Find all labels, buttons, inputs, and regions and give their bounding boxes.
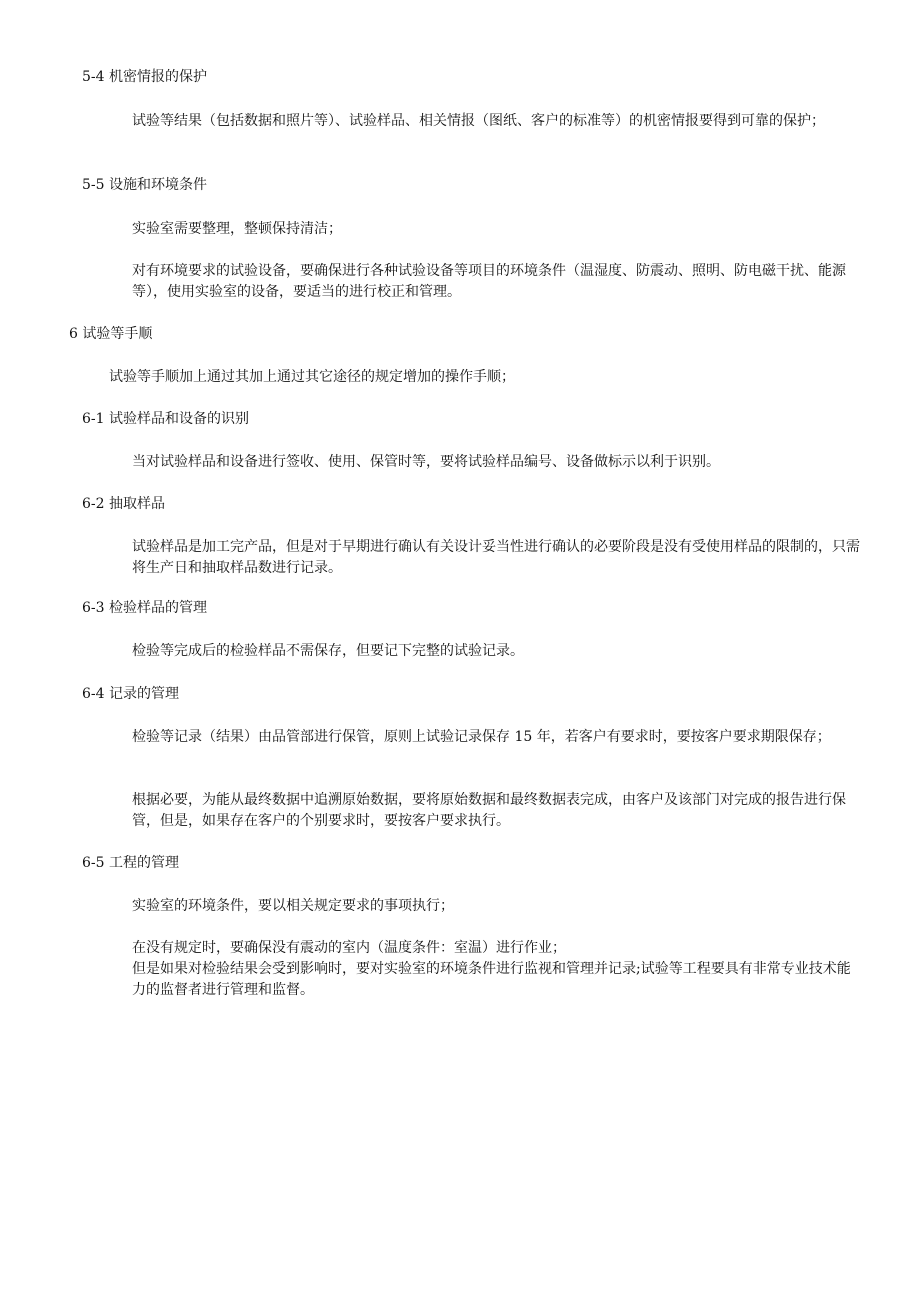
section-5-5-paragraph-2: 对有环境要求的试验设备，要确保进行各种试验设备等项目的环境条件（温湿度、防震动、照明、防电磁干扰、能源等），使用实验室的设备，要适当的进行校正和管理。 — [132, 263, 846, 300]
section-6-3-heading: 6-3 检验样品的管理 — [82, 600, 207, 616]
section-6-5-paragraph-1: 实验室的环境条件，要以相关规定要求的事项执行； — [132, 898, 454, 914]
section-5-4-paragraph: 试验等结果（包括数据和照片等）、试验样品、相关情报（图纸、客户的标准等）的机密情报要得到可靠的保护； — [132, 113, 825, 129]
section-6-paragraph: 试验等手顺加上通过其加上通过其它途径的规定增加的操作手顺； — [109, 369, 515, 385]
section-6-5-paragraph-2-line-2: 但是如果对检验结果会受到影响时，要对实验室的环境条件进行监视和管理并记录;试验等工程要具有非常专业技术能力的监督者进行管理和监督。 — [132, 961, 851, 998]
section-6-2-heading: 6-2 抽取样品 — [82, 496, 165, 512]
section-6-1-paragraph: 当对试验样品和设备进行签收、使用、保管时等，要将试验样品编号、设备做标示以利于识别。 — [132, 454, 720, 470]
section-6-3-paragraph: 检验等完成后的检验样品不需保存，但要记下完整的试验记录。 — [132, 643, 524, 659]
section-6-2-paragraph: 试验样品是加工完产品，但是对于早期进行确认有关设计妥当性进行确认的必要阶段是没有受使用样品的限制的，只需将生产日和抽取样品数进行记录。 — [132, 539, 860, 576]
section-6-4-paragraph-2: 根据必要，为能从最终数据中追溯原始数据，要将原始数据和最终数据表完成，由客户及该部门对完成的报告进行保管，但是，如果存在客户的个别要求时，要按客户要求执行。 — [132, 792, 846, 829]
section-6-4-paragraph-1: 检验等记录（结果）由品管部进行保管，原则上试验记录保存 15 年，若客户有要求时，要按客户要求期限保存； — [132, 729, 831, 745]
section-6-5-paragraph-2-line-1: 在没有规定时，要确保没有震动的室内（温度条件：室温）进行作业； — [132, 940, 566, 956]
section-6-1-heading: 6-1 试验样品和设备的识别 — [82, 411, 249, 427]
section-5-4-heading: 5-4 机密情报的保护 — [82, 69, 207, 85]
section-6-heading: 6 试验等手顺 — [69, 326, 153, 342]
section-5-5-heading: 5-5 设施和环境条件 — [82, 177, 207, 193]
section-5-5-paragraph-1: 实验室需要整理，整顿保持清洁； — [132, 221, 342, 237]
section-6-5-heading: 6-5 工程的管理 — [82, 855, 179, 871]
section-6-4-heading: 6-4 记录的管理 — [82, 686, 179, 702]
